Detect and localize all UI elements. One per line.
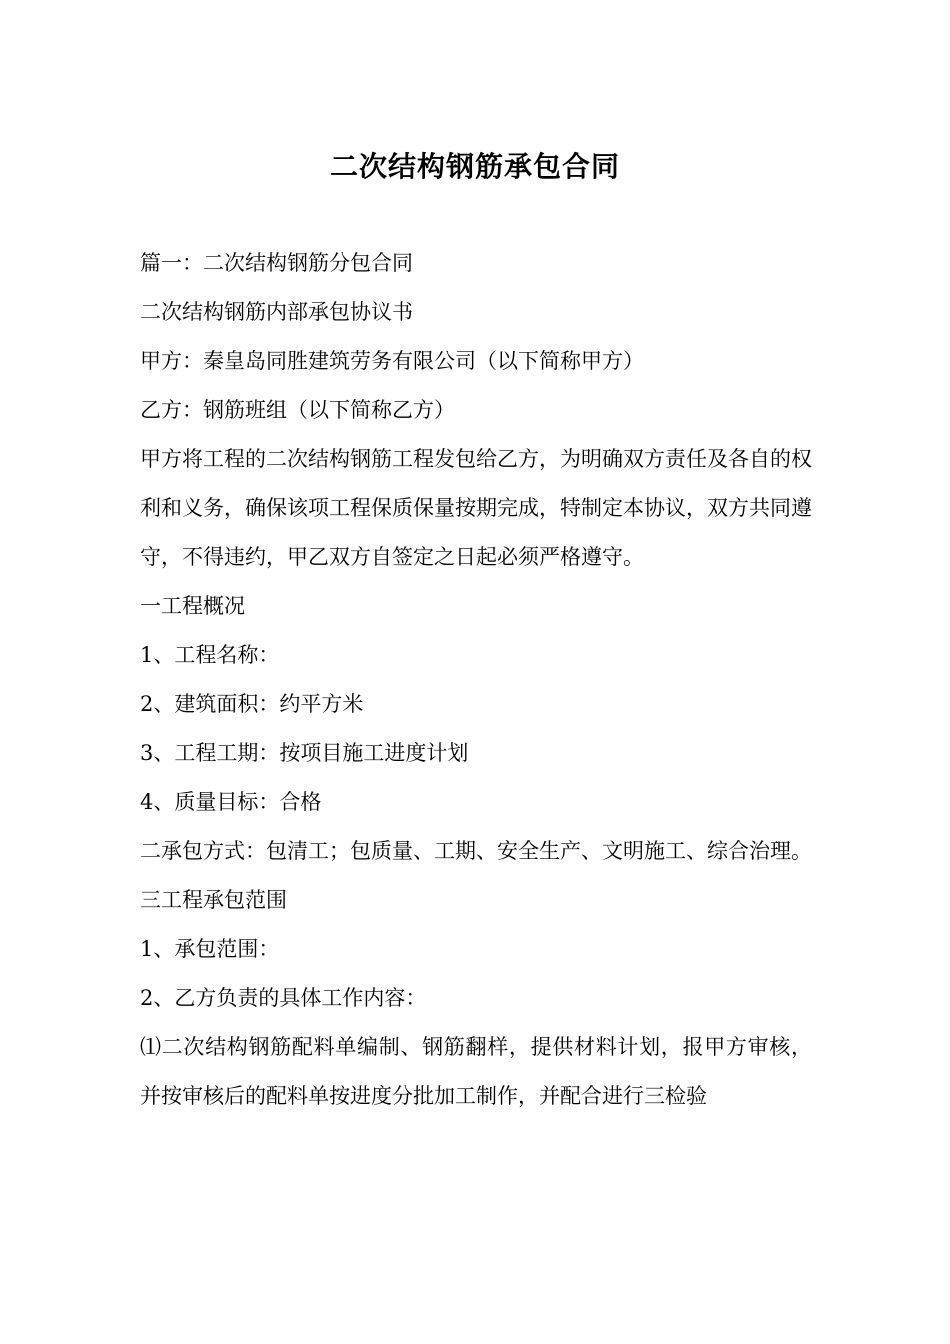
paragraph-building-area: 2、建筑面积：约平方米 (140, 692, 364, 716)
paragraph-quality-target: 4、质量目标：合格 (140, 790, 322, 814)
paragraph-party-a: 甲方：秦皇岛同胜建筑劳务有限公司（以下简称甲方） (140, 349, 644, 373)
paragraph-project-name: 1、工程名称： (140, 643, 280, 667)
paragraph-work-content: 2、乙方负责的具体工作内容： (140, 986, 427, 1010)
paragraph-scope-heading: 三工程承包范围 (140, 888, 287, 912)
document-title: 二次结构钢筋承包合同 (329, 150, 620, 183)
paragraph-work-item-1: ⑴二次结构钢筋配料单编制、钢筋翻样，提供材料计划，报甲方审核， 并按审核后的配料单按进度分批加工制作，并配合进行三检验 (140, 1035, 812, 1108)
paragraph-section-heading: 篇一：二次结构钢筋分包合同 (140, 251, 413, 275)
paragraph-project-overview-heading: 一工程概况 (140, 594, 245, 618)
paragraph-preamble: 甲方将工程的二次结构钢筋工程发包给乙方，为明确双方责任及各自的权利和义务，确保该项工程保质保量按期完成，特制定本协议，双方共同遵守，不得违约，甲乙双方自签定之日起必须严格遵守。 (140, 447, 812, 569)
paragraph-construction-period: 3、工程工期：按项目施工进度计划 (140, 741, 469, 765)
document-body (140, 239, 812, 1121)
paragraph-agreement-title: 二次结构钢筋内部承包协议书 (140, 300, 413, 324)
paragraph-scope: 1、承包范围： (140, 937, 280, 961)
paragraph-contract-method: 二承包方式：包清工；包质量、工期、安全生产、文明施工、综合治理。 (140, 839, 812, 863)
paragraph-party-b: 乙方：钢筋班组（以下简称乙方） (140, 398, 455, 422)
